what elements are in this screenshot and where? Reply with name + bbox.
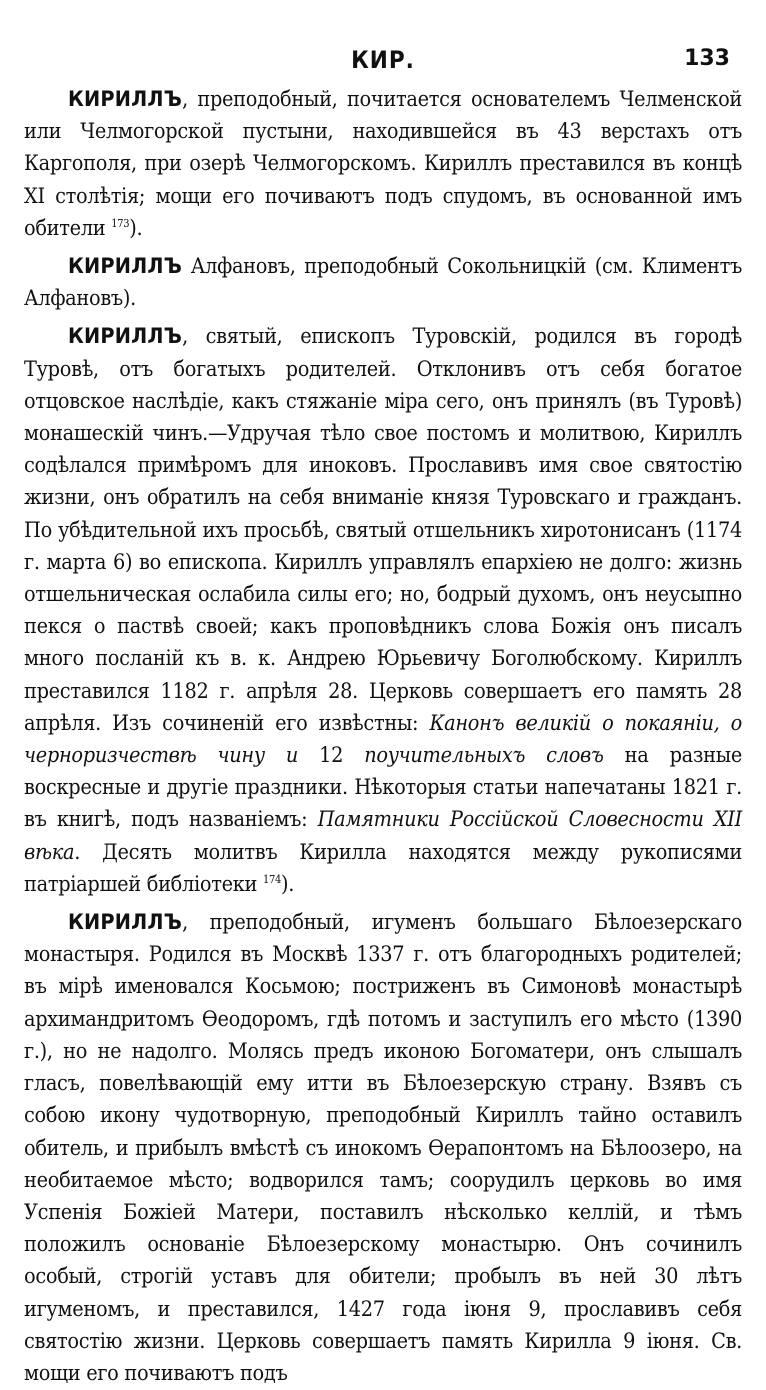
entry-text: ). [281,871,295,897]
entry-kirill-alfanov [24,251,742,315]
entry-kirill-beloozersky [24,907,742,1390]
entry-text: . Десять молитвъ Кирилла находятся между рукописями патріаршей библіотеки [24,839,742,897]
footnote-ref: 173 [111,216,130,230]
entry-headword: КИРИЛЛЪ [68,910,183,936]
footnote-ref: 174 [263,872,281,886]
entry-text: ). [129,215,143,241]
entry-text: на разные воскресные и другіе праздники. Нѣкоторыя статьи напечатаны 1821 г. въ книгѣ, подъ названіемъ: [24,743,742,833]
entry-headword: КИРИЛЛЪ [68,87,183,112]
running-head [24,40,742,84]
entry-text: , святый, епископъ Туровскій, родился въ городѣ Туровѣ, отъ богатыхъ родителей. Отклонивъ отъ себя богатое отцовское наслѣдіе, какъ стяжаніе міра сего, онъ принялъ (въ Туровѣ) монашескій чинъ.—Удручая тѣло свое постомъ и молитвою, Кириллъ содѣлался примѣромъ для иноковъ. Прославивъ имя свое святостію жизни, онъ обратилъ на себя вниманіе князя Туровскаго и гражданъ. По убѣдительной ихъ просьбѣ, святый отшельникъ хиротонисанъ (1174 г. марта 6) во епископа. Кириллъ управлялъ епархіею не долго: жизнь отшельническая ослабила силы его; но, бодрый духомъ, онъ неусыпно пекся о паствѣ своей; какъ проповѣдникъ слова Божія онъ писалъ много посланій къ в. к. Андрею Юрьевичу Боголюбскому. Кириллъ преставился 1182 г. апрѣля 28. Церковь совершаетъ его память 28 апрѣля. Изъ сочиненій его извѣстны: [24,324,742,736]
entry-kirill-chelmogorsky [24,84,742,245]
entry-text: Алфановъ, преподобный Сокольницкій (см. Климентъ Алфановъ). [24,254,742,312]
entry-text: 12 [298,743,365,769]
entry-headword: КИРИЛЛЪ [68,254,183,280]
running-head-title: КИР. [351,46,415,74]
page-number: 133 [684,46,730,71]
entry-headword: КИРИЛЛЪ [68,324,183,350]
text-body [24,84,742,1390]
work-title: Канонъ великій о покаяніи, о черноризчествѣ чину и [24,710,742,769]
entry-text: , преподобный, игуменъ большаго Бѣлоезерскаго монастыря. Родился въ Москвѣ 1337 г. отъ благородныхъ родителей; въ мірѣ именовался Косьмою; постриженъ въ Симоновѣ монастырѣ архимандритомъ Ѳеодоромъ, гдѣ потомъ и заступилъ его мѣсто (1390 г.), но не надолго. Молясь предъ иконою Богоматери, онъ слышалъ гласъ, повелѣвающій ему итти въ Бѣлоезерскую страну. Взявъ съ собою икону чудотворную, преподобный Кириллъ тайно оставилъ обитель, и прибылъ вмѣстѣ съ инокомъ Ѳерапонтомъ на Бѣлоозеро, на необитаемое мѣсто; водворился тамъ; соорудилъ церковь во имя Успенія Божіей Матери, поставилъ нѣсколько келлій, и тѣмъ положилъ основаніе Бѣлоезерскому монастырю. Онъ сочинилъ особый, строгій уставъ для обители; пробылъ въ ней 30 лѣтъ игуменомъ, и преставился, 1427 года іюня 9, прославивъ себя святостію жизни. Церковь совершаетъ память Кирилла 9 іюня. Св. мощи его почиваютъ подъ [24,910,742,1386]
work-title: поучительныхъ словъ [364,743,604,769]
entry-kirill-turovsky [24,321,742,901]
work-title: Памятники Россійской Словесности XII вѣка [24,807,742,865]
entry-text: , преподобный, почитается основателемъ Челменской или Челмогорской пустыни, находившейся въ 43 верстахъ отъ Каргополя, при озерѣ Челмогорскомъ. Кириллъ преставился въ концѣ XI столѣтія; мощи его почиваютъ подъ спудомъ, въ основанной имъ обители [24,87,742,241]
